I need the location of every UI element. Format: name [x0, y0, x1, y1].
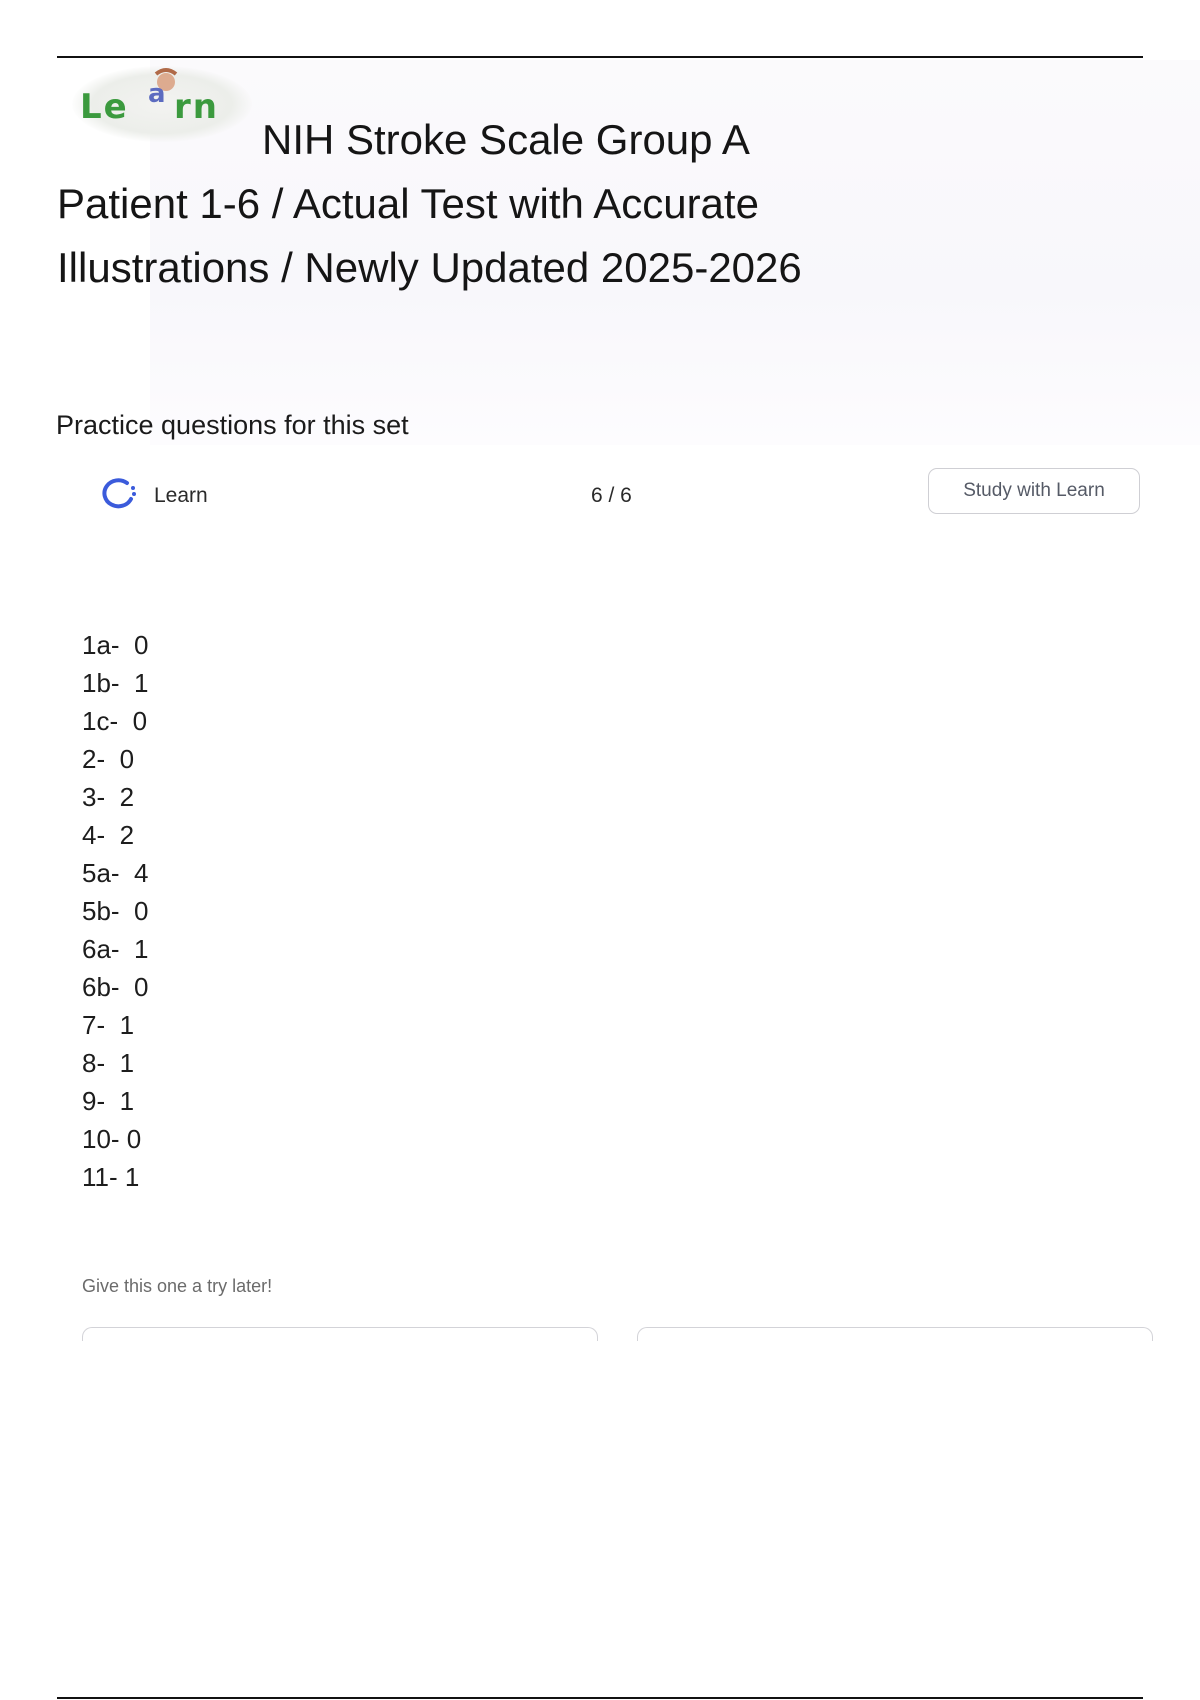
answer-item: 9- 1 [82, 1086, 135, 1116]
top-rule [57, 56, 1143, 58]
hint-text: Give this one a try later! [82, 1276, 273, 1296]
bottom-rule [57, 1697, 1143, 1699]
answer-item: 10- 0 [82, 1124, 142, 1154]
svg-text:Le: Le [80, 87, 129, 127]
title-line-3: Illustrations / Newly Updated 2025-2026 [57, 244, 802, 291]
title-line-1: NIH Stroke Scale Group A [262, 116, 750, 163]
practice-heading: Practice questions for this set [56, 410, 409, 440]
svg-text:a: a [148, 79, 166, 109]
progress-counter: 6 / 6 [591, 484, 632, 507]
svg-text:rn: rn [174, 87, 219, 127]
answer-item: 6b- 0 [82, 972, 149, 1002]
answer-item: 5a- 4 [82, 858, 149, 888]
answer-item: 11- 1 [82, 1162, 140, 1192]
answer-item: 5b- 0 [82, 896, 149, 926]
answer-item: 1c- 0 [82, 706, 148, 736]
answer-item: 3- 2 [82, 782, 135, 812]
question-card-right[interactable] [637, 1327, 1153, 1341]
question-card-left[interactable] [82, 1327, 598, 1341]
answer-item: 8- 1 [82, 1048, 135, 1078]
answer-item: 7- 1 [82, 1010, 135, 1040]
answer-item: 1a- 0 [82, 630, 149, 660]
learn-mode-label: Learn [154, 484, 208, 507]
answer-list [82, 626, 149, 1196]
page-title [57, 108, 957, 300]
answer-item: 1b- 1 [82, 668, 149, 698]
answer-item: 6a- 1 [82, 934, 149, 964]
answer-item: 4- 2 [82, 820, 135, 850]
title-line-2: Patient 1-6 / Actual Test with Accurate [57, 180, 759, 227]
answer-item: 2- 0 [82, 744, 135, 774]
study-with-learn-button[interactable]: Study with Learn [928, 468, 1140, 514]
learn-mode-icon [97, 475, 139, 511]
